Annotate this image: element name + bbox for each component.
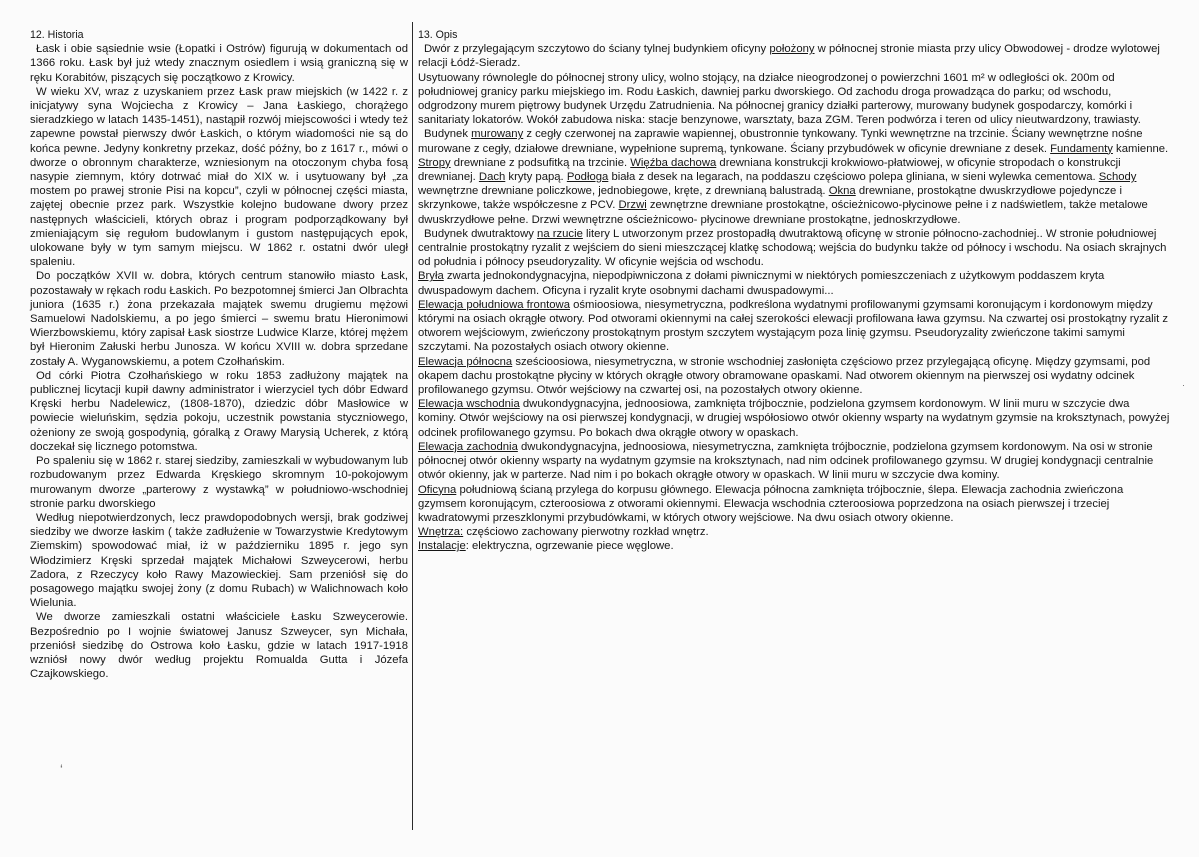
text-run-underlined: Więźba dachowa xyxy=(630,156,717,169)
description-paragraph-site: Usytuowany równolegle do północnej strony ulicy, wolno stojący, na działce nieogrodzonej o powierzchni 1601 m² w odległości ok. 200m od południowej granicy parku miejskiego im. Rodu Łaskich, dawniej parku dworskiego. Od zachodu droga prowadząca do parku; od wschodu, odgrodzony murem piętrowy budynek Urzędu Zatrudnienia. Na północnej granicy działki parterowy, murowany budynek gospodarczy, komórki i sanitariaty lokatorów. Wokół zabudowa niska: stacje benzynowe, warsztaty, baza ZGM. Teren podwórza i teren od ulicy nieutwardzony, trawiasty. xyxy=(418,71,1141,127)
description-paragraph-interiors xyxy=(418,525,1170,539)
text-run: południową ścianą przylega do korpusu głównego. Elewacja północna zamknięta trójbocznie, ślepa. Elewacja zachodnia zwieńczona gzymsem koronującym, czteroosiowa z otworami okiennymi. Elewacja wschodnia czteroosiowa poprzedzona na osiach pierwszej i trzeciej kwadratowymi przeszklonymi przybudówkami, w których otwory wejściowe. Na dwu osiach otwory okienne. xyxy=(418,483,1124,524)
scan-speck: ʻ xyxy=(60,762,63,777)
text-run: częściowo zachowany pierwotny rozkład wnętrz. xyxy=(463,526,709,539)
description-column xyxy=(418,28,1170,554)
history-heading: 12. Historia xyxy=(30,29,84,41)
history-paragraph-7: We dworze zamieszkali ostatni właściciele Łasku Szweycerowie. Bezpośrednio po I wojnie światowej Janusz Szweycer, syn Michała, przeniósł siedzibę do Ostrowa koło Łasku, gdzie w latach 1917-1918 wzniósł nowy dwór według projektu Romualda Gutta i Józefa Czajkowskiego. xyxy=(30,611,408,681)
history-column xyxy=(30,28,408,681)
text-run: w północnej stronie miasta przy ulicy Obwodowej - drodze wylotowej relacji Łódź-Sieradz. xyxy=(418,43,1160,70)
text-run: dwukondygnacyjna, jednoosiowa, niesymetryczna, zamknięta trójbocznie, podzielona gzymsem kordonowym. Na osi w stronie północnej otwór okienny wsparty na wydatnym gzymsie na kroksztynach, nad nim odcinek profilowanego gzymsu. W drugiej kondygnacji centralnie otwór okienny, jak w parterze. Nad nim i po bokach okrągłe otwory w opaskach. W linii muru w szczycie dwa kominy. xyxy=(418,440,1154,482)
description-paragraph-location xyxy=(418,42,1170,70)
history-paragraph-3: Do początków XVII w. dobra, których centrum stanowiło miasto Łask, pozostawały w rękach rodu Łaskich. Po bezpotomnej śmierci Jan Olbrachta juniora (1635 r.) żona przekazała majątek swemu drugiemu mężowi Samuelowi Nadolskiemu, a po jego śmierci – swemu bratu Hieronimowi Wierzbowskiemu, który zapisał Łask siostrze Ludwice Klarze, której mężem był Hieronim Załuski herbu Junosza. W końcu XVIII w. dobra sprzedane zostały A. Wyganowskiemu, a potem Czołhańskim. xyxy=(30,270,408,368)
text-run-underlined: Wnętrza: xyxy=(418,526,464,539)
text-run-underlined: Dach xyxy=(478,171,506,184)
text-run-underlined: Fundamenty xyxy=(1050,142,1113,155)
text-run: drewniane, prostokątne dwuskrzydłowe pojedyncze i skrzynkowe, także współczesne z PCV. xyxy=(418,185,1122,212)
text-run-underlined: Stropy xyxy=(418,156,451,169)
text-run: drewniane z podsufitką na trzcinie. xyxy=(450,156,631,169)
description-paragraph-installations xyxy=(418,539,1170,553)
description-paragraph-east-elevation xyxy=(418,397,1170,440)
description-heading: 13. Opis xyxy=(418,29,458,41)
description-paragraph-materials xyxy=(418,127,1170,226)
text-run: litery L utworzonym przez prostopadłą dwutraktową oficynę w stronie północno-zachodniej.. W stronie południowej centralnie prostokątny ryzalit z wejściem do sieni mieszczącej klatkę schodową; wejścia do budynku także od północy i wschodu. Na osiach skrajnych od południa i północy pseudoryzality. W oficynie wejścia od wschodu. xyxy=(418,227,1167,269)
text-run-underlined: Elewacja północna xyxy=(418,355,513,368)
text-run: sześcioosiowa, niesymetryczna, w stronie wschodniej zasłonięta częściowo przez przylegającą oficynę. Między gzymsami, pod okapem dachu prostokątne płyciny w których okrągłe otwory obramowane opaskami. Nad otworem okiennym na pierwszej osi wydatny odcinek profilowanego gzymsu. Otwór wejściowy na czwartej osi, na pozostałych otwory okienne. xyxy=(418,355,1151,397)
text-run-underlined: Elewacja zachodnia xyxy=(418,440,518,453)
text-run: ośmioosiowa, niesymetryczna, podkreślona wydatnymi profilowanymi gzymsami koronującym i kordonowym między którymi na osiach okrągłe otwory. Pod otworami okiennymi na całej szerokości elewacji profilowana ława gzymsu. Na czwartej osi prostokątny ryzalit z otworem wejściowym, zwieńczony prostokątnym prostym szczytem wystającym poza linię gzymsu. Pseudoryzality zwieńczone takimi samymi szczytami. Na pozostałych osiach otwory okienne. xyxy=(418,298,1169,354)
text-run: z cegły czerwonej na zaprawie wapiennej, obustronnie tynkowany. Tynki wewnętrzne na trzcinie. Ściany wewnętrzne nośne murowane z cegły, działowe drewniane, wypełnione supremą, tynkowane. Ściany przybudówek w oficynie drewniane z desek. xyxy=(418,128,1143,155)
description-paragraph-north-elevation xyxy=(418,355,1170,398)
text-run-underlined: Okna xyxy=(828,185,856,198)
column-divider xyxy=(412,22,413,830)
text-run-underlined: Podłoga xyxy=(566,171,609,184)
description-paragraph-mass xyxy=(418,269,1170,297)
text-run-underlined: Bryła xyxy=(418,270,444,283)
text-run: biała z desek na legarach, na poddaszu częściowo polepa gliniana, w sieni wylewka cementowa. xyxy=(608,171,1099,184)
description-paragraph-annex xyxy=(418,483,1170,526)
text-run-underlined: na rzucie xyxy=(537,227,583,240)
text-run-underlined: Schody xyxy=(1098,171,1137,184)
text-run: kryty papą. xyxy=(505,171,567,184)
history-paragraph-2: W wieku XV, wraz z uzyskaniem przez Łask praw miejskich (w 1422 r. z inicjatywy syna Wojciecha z Krowicy – Jana Łaskiego, chorążego sieradzkiego w latach 1435-1451), nastąpił rozwój miejscowości i wtedy też zapewne powstał pierwszy dwór Łaskich, o którym wiadomości nie są do końca pewne. Jedyny konkretny przekaz, dość późny, bo z 1617 r., mówi o dworze o obronnym charakterze, wzniesionym na otoczonym chyba fosą nasypie ziemnym, który dotrwać miał do XIX w. i usytuowany był „za mostem po prawej stronie Pisi na kopcu”, czyli w północnej części miasta, zajętej obecnie przez park. Wszystkie kolejno budowane dwory przez następnych właścicieli, których obraz i program podporządkowany był zmieniającym się regułom budowlanym i gustom następujących epok, ulokowane były w tym samym miejscu. W 1862 r. ostatni dwór uległ spaleniu. xyxy=(30,85,408,269)
text-run: Budynek xyxy=(424,128,472,141)
text-run: Dwór z przylegającym szczytowo do ściany tylnej budynkiem oficyny xyxy=(424,43,770,56)
text-run-underlined: Elewacja południowa frontowa xyxy=(418,298,570,311)
description-paragraph-layout xyxy=(418,227,1170,270)
text-run-underlined: Elewacja wschodnia xyxy=(418,398,520,411)
text-run-underlined: murowany xyxy=(471,128,524,141)
text-run: drewniana konstrukcji krokwiowo-płatwiowej, w oficynie stropodach o konstrukcji drewnianej. xyxy=(418,156,1121,184)
text-run: zewnętrzne drewniane prostokątne, ościeżnicowo-płycinowe pełne i z nadświetlem, także metalowe dwuskrzydłowe pełne. Drzwi wewnętrzne ościeżnicowo- płycinowe drewniane prostokątne, jednoskrzydłowe. xyxy=(418,199,1148,226)
text-run-underlined: położony xyxy=(769,43,815,56)
text-run: wewnętrzne drewniane policzkowe, jednobiegowe, kręte, z drewnianą balustradą. xyxy=(418,185,829,198)
history-paragraph-6: Według niepotwierdzonych, lecz prawdopodobnych wersji, brak godziwej siedziby we dworze łaskim ( także zadłużenie w Towarzystwie Kredytowym Ziemskim) spowodować miał, iż w październiku 1895 r. jego syn Włodzimierz Kręski sprzedał majątek Michałowi Szweycerowi, herbu Zadora, z Rzeczycy koło Rawy Mazowieckiej. Sam przeniósł się do posagowego majątku swojej żony (z domu Rubach) w Walichnowach koło Wielunia. xyxy=(30,511,408,610)
text-run-underlined: Instalacje xyxy=(418,540,466,553)
scan-speck: · xyxy=(1182,380,1185,390)
description-paragraph-west-elevation xyxy=(418,440,1170,483)
text-run-underlined: Oficyna xyxy=(418,483,457,496)
description-paragraph-south-elevation xyxy=(418,298,1170,355)
text-run: dwukondygnacyjna, jednoosiowa, zamknięta trójbocznie, podzielona gzymsem kordonowym. W linii muru w szczycie dwa kominy. Otwór wejściowy na osi pierwszej kondygnacji, w drugiej współosiowo otwór okienny wsparty na wydatnym gzymsie na kroksztynach, powyżej odcinek profilowanego gzymsu. Po bokach dwa okrągłe otwory w opaskach. xyxy=(418,398,1170,439)
history-paragraph-4: Od córki Piotra Czołhańskiego w roku 1853 zadłużony majątek na publicznej licytacji kupił dawny administrator i wierzyciel tych dóbr Edward Kręski herbu Nadelewicz, (1808-1870), dziedzic dóbr Masłowice w powiecie wieluńskim, sędzia pokoju, uczestnik powstania styczniowego, ożeniony ze swoją gospodynią, góralką z Orawy Marysią Ucherek, z którą doczekał się licznego potomstwa. xyxy=(30,369,408,453)
history-paragraph-5: Po spaleniu się w 1862 r. starej siedziby, zamieszkali w wybudowanym lub rozbudowanym przez Edwarda Kręskiego skromnym 10-pokojowym murowanym dworze „parterowy z wystawką” w południowo-wschodniej stronie parku dworskiego xyxy=(30,455,408,510)
text-run: : elektryczna, ogrzewanie piece węglowe. xyxy=(465,540,674,553)
history-paragraph-1: Łask i obie sąsiednie wsie (Łopatki i Ostrów) figurują w dokumentach od 1366 roku. Łask był już wtedy znacznym osiedlem i wsią graniczną się w ręku Korabitów, piszących się początkowo z Krowicy. xyxy=(30,43,408,84)
text-run: Budynek dwutraktowy xyxy=(424,227,538,240)
text-run: zwarta jednokondygnacyjna, niepodpiwniczona z dołami piwnicznymi w niektórych pomieszczeniach z użytkowym poddaszem kryta dwuspadowym dachem. Oficyna i ryzalit kryte osobnymi dachami dwuspadowymi... xyxy=(418,270,1105,297)
text-run: kamienne. xyxy=(1112,142,1169,155)
text-run-underlined: Drzwi xyxy=(618,199,647,212)
